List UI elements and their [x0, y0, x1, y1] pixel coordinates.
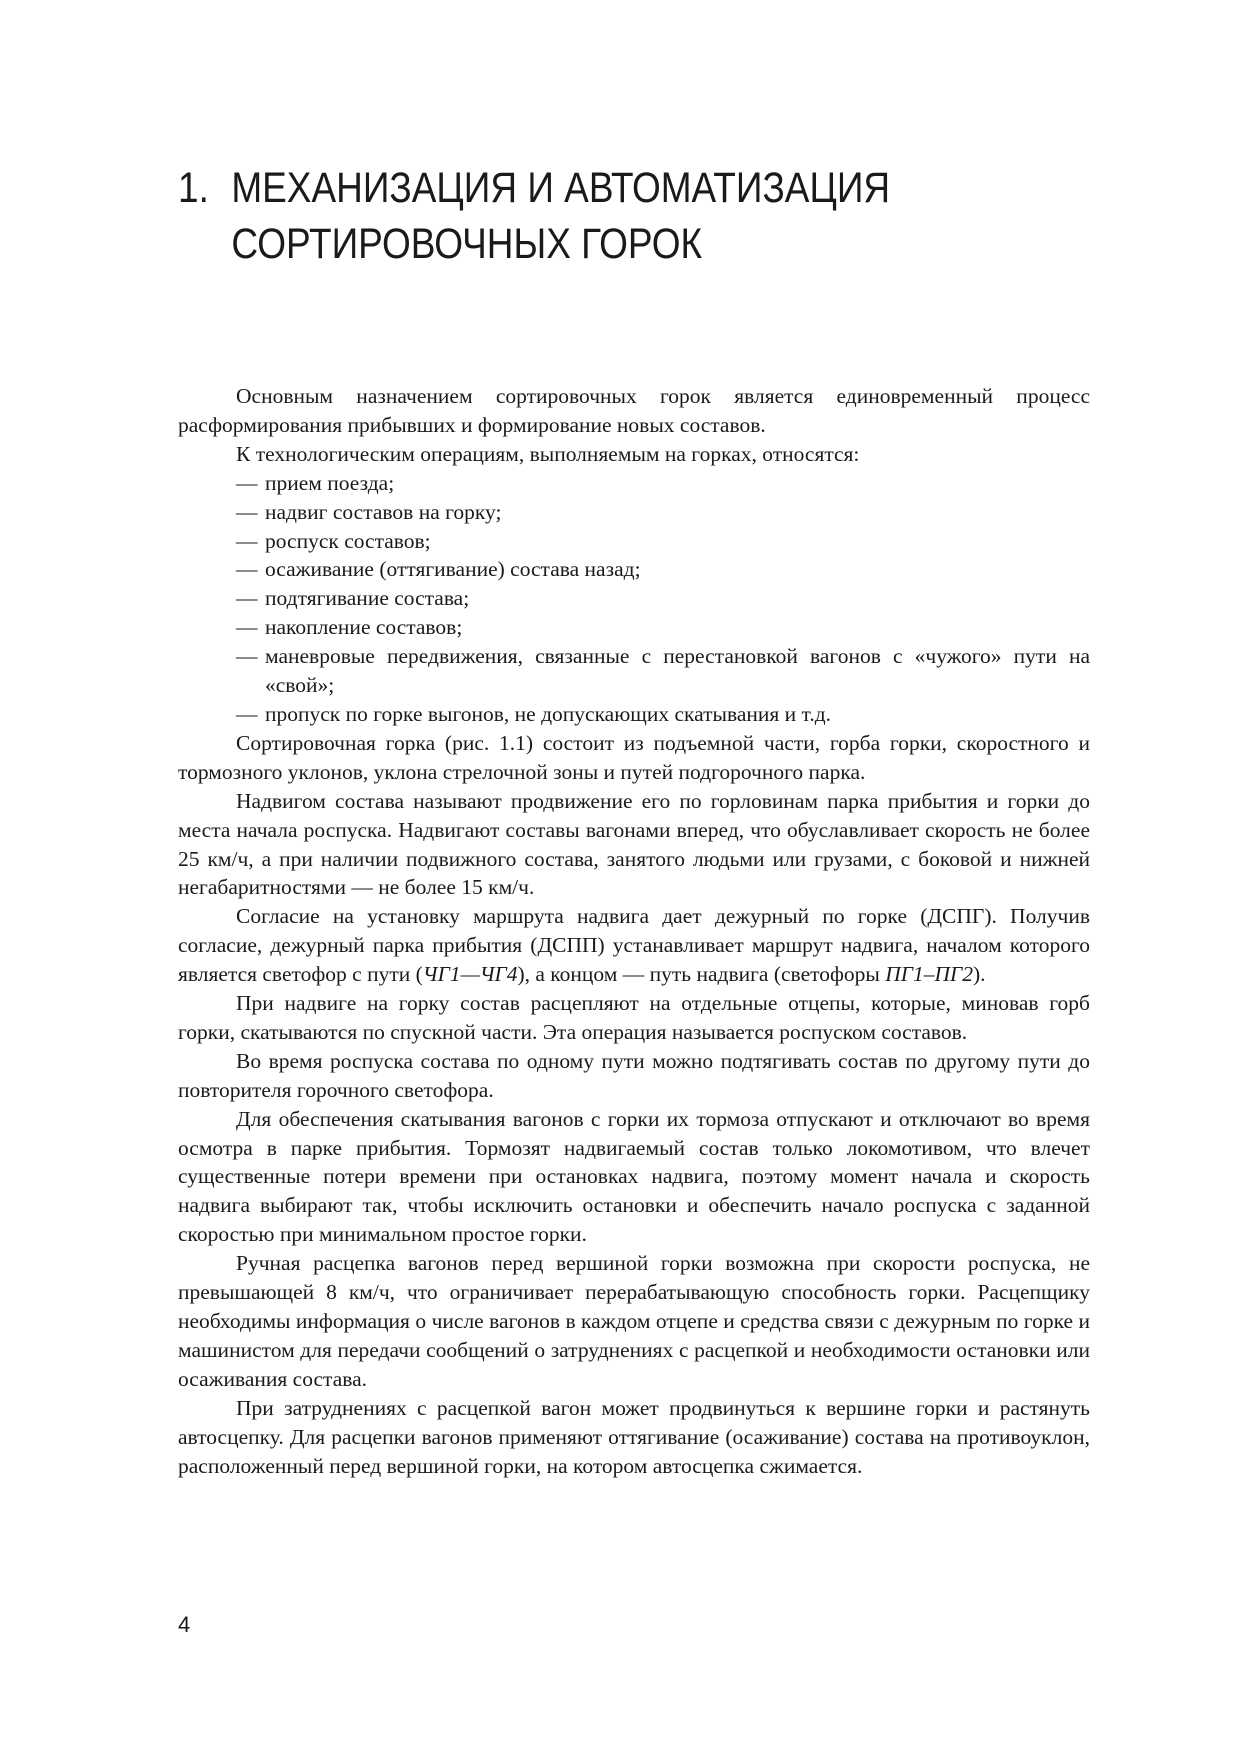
- list-item: [178, 613, 1090, 642]
- list-item: [178, 469, 1090, 498]
- paragraph-difficulties: При затруднениях с расцепкой вагон может продвинуться к вершине горки и растянуть автосцепку. Для расцепки вагонов применяют оттягивание (осаживание) состава на противоуклон, расположенный перед вершиной горки, на котором автосцепка сжимается.: [178, 1395, 1090, 1478]
- list-item-text: осаживание (оттягивание) состава назад;: [265, 557, 641, 582]
- list-item: [178, 642, 1090, 700]
- paragraph-pushing-definition: Надвигом состава называют продвижение его по горловинам парка прибытия и горки до места начала роспуска. Надвигают составы вагонами вперед, что обуславливает скорость не более 25 км/ч, а при наличии подвижного состава, занятого людьми или грузами, с боковой и нижней негабаритностями — не более 15 км/ч.: [178, 788, 1090, 900]
- list-item-text: маневровые передвижения, связанные с перестановкой вагонов с «чужого» пути на «свой»;: [265, 644, 1090, 698]
- list-item-text: подтягивание состава;: [265, 586, 470, 611]
- dash-bullet-icon: —: [236, 557, 258, 582]
- list-item-text: пропуск по горке выгонов, не допускающих скатывания и т.д.: [265, 701, 832, 726]
- list-item-text: роспуск составов;: [265, 528, 431, 553]
- list-item: [178, 555, 1090, 584]
- chapter-title: [231, 160, 952, 272]
- dash-bullet-icon: —: [236, 644, 258, 669]
- list-item: [178, 700, 1090, 729]
- text-span: Согласие на установку маршрута надвига дает дежурный по горке (ДСПГ). Получив согласие, дежурный парка прибытия (ДСПП) устанавливает маршрут надвига, началом которого является светофор с пути (: [178, 904, 1090, 987]
- signal-range-italic: ЧГ1—ЧГ4: [422, 962, 518, 987]
- signal-range-italic: ПГ1–ПГ2: [885, 962, 973, 987]
- paragraph-purpose: Основным назначением сортировочных горок является единовременный процесс расформирования прибывших и формирование новых составов.: [178, 384, 1090, 437]
- dash-bullet-icon: —: [236, 528, 258, 553]
- chapter-title-line-1: МЕХАНИЗАЦИЯ И АВТОМАТИЗАЦИЯ: [231, 164, 891, 212]
- page-number: 4: [178, 1612, 191, 1637]
- list-item: [178, 498, 1090, 527]
- list-item: [178, 584, 1090, 613]
- operations-list: [178, 469, 1090, 729]
- paragraph-manual-uncoupling: Ручная расцепка вагонов перед вершиной горки возможна при скорости роспуска, не превышающей 8 км/ч, что ограничивает перерабатывающую способность горки. Расцепщику необходимы информация о числе вагонов в каждом отцепе и средства связи с дежурным по горке и машинистом для передачи сообщений о затруднениях с расцепкой и необходимости остановки или осаживания состава.: [178, 1251, 1090, 1391]
- paragraph-operations-intro: К технологическим операциям, выполняемым на горках, относятся:: [236, 441, 860, 466]
- chapter-title-line-2: СОРТИРОВОЧНЫХ ГОРОК: [231, 220, 703, 268]
- dash-bullet-icon: —: [236, 615, 258, 640]
- text-span: ).: [973, 962, 986, 987]
- dash-bullet-icon: —: [236, 499, 258, 524]
- dash-bullet-icon: —: [236, 470, 258, 495]
- chapter-heading: [178, 160, 952, 272]
- list-item-text: накопление составов;: [265, 615, 463, 640]
- chapter-number: 1.: [178, 164, 209, 212]
- list-item: [178, 527, 1090, 556]
- text-span: ), а концом — путь надвига (светофоры: [517, 962, 886, 987]
- paragraph-brakes: Для обеспечения скатывания вагонов с горки их тормоза отпускают и отключают во время осмотра в парке прибытия. Тормозят надвигаемый состав только локомотивом, что влечет существенные потери времени при остановках надвига, поэтому момент начала и скорость надвига выбирают так, чтобы исключить остановки и обеспечить начало роспуска с заданной скоростью при минимальном простое горки.: [178, 1106, 1090, 1247]
- dash-bullet-icon: —: [236, 586, 258, 611]
- list-item-text: надвиг составов на горку;: [265, 499, 502, 524]
- paragraph-pulling: Во время роспуска состава по одному пути можно подтягивать состав по другому пути до повторителя горочного светофора.: [178, 1048, 1090, 1102]
- paragraph-hump-structure: Сортировочная горка (рис. 1.1) состоит из подъемной части, горба горки, скоростного и тормозного уклонов, уклона стрелочной зоны и путей подгорочного парка.: [178, 730, 1090, 784]
- body-text: [178, 382, 1090, 1480]
- paragraph-uncoupling: При надвиге на горку состав расцепляют на отдельные отцепы, которые, миновав горб горки, скатываются по спускной части. Эта операция называется роспуском составов.: [178, 991, 1090, 1044]
- dash-bullet-icon: —: [236, 701, 258, 726]
- list-item-text: прием поезда;: [265, 470, 395, 495]
- paragraph-route-consent: [178, 902, 1090, 989]
